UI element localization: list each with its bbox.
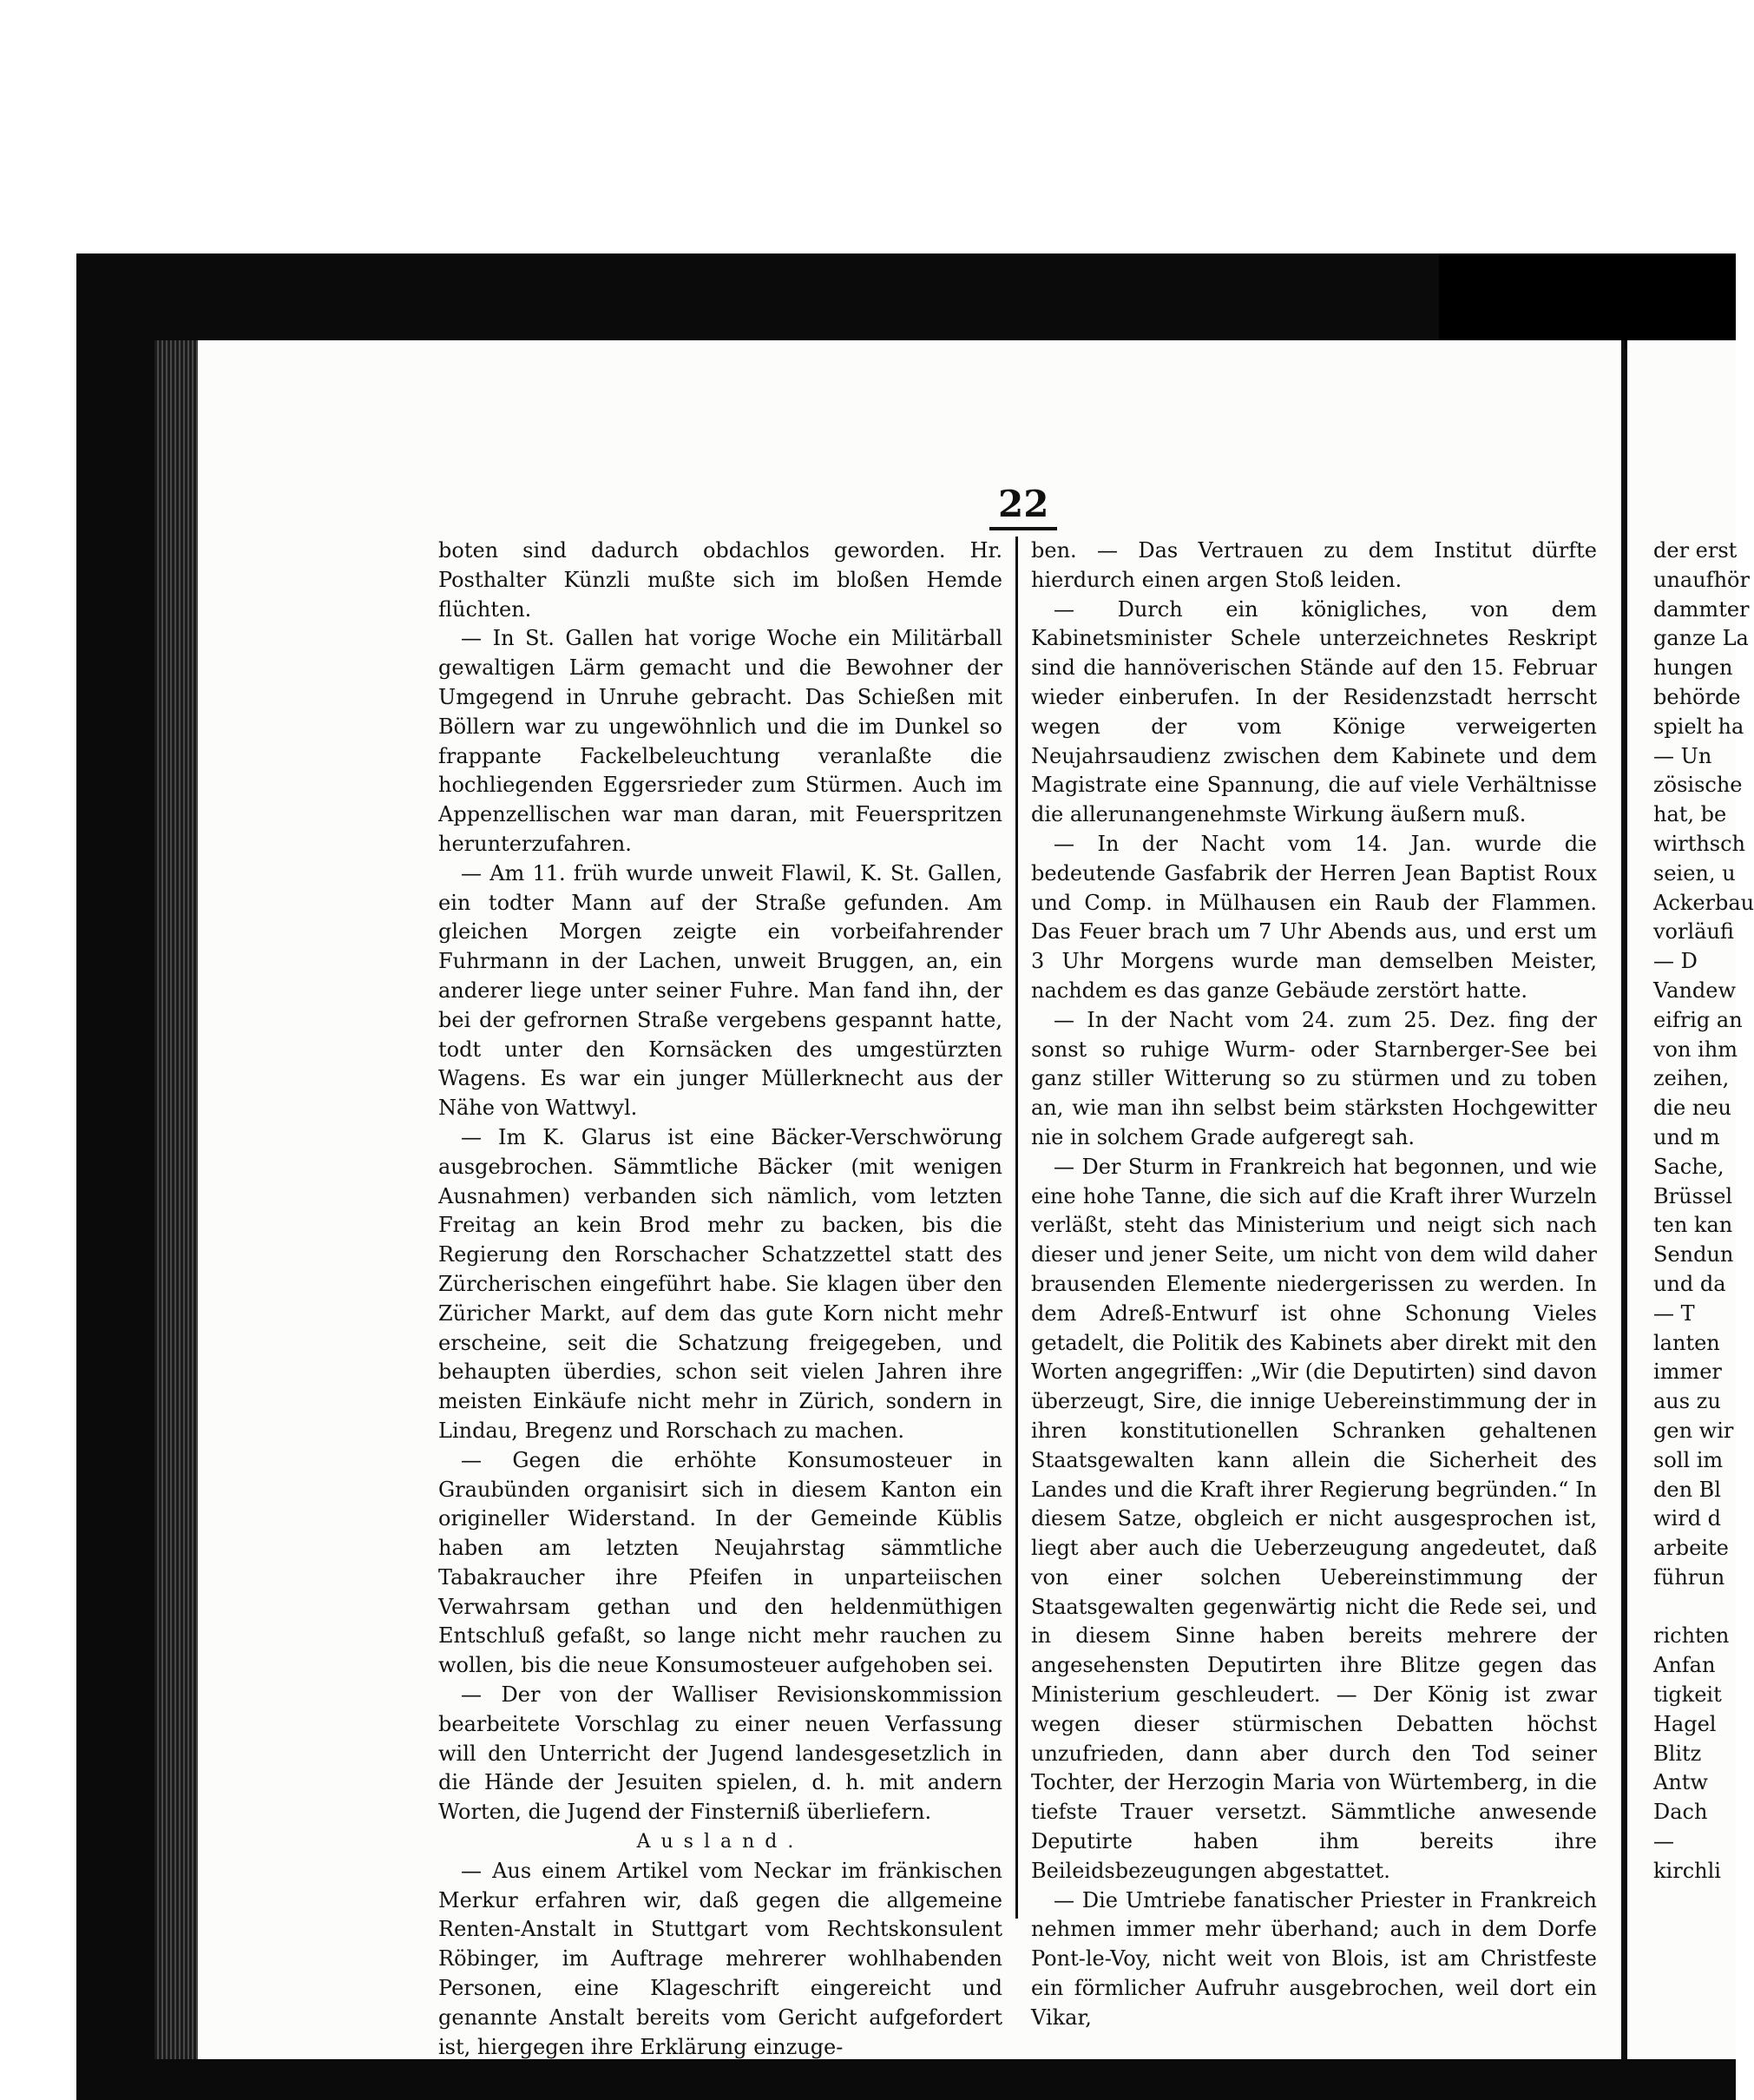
text-line-fragment: soll im	[1653, 1447, 1724, 1472]
paragraph: — Im K. Glarus ist eine Bäcker-Verschwörung ausgebrochen. Sämmtliche Bäcker (mit wenigen Ausnahmen) verbanden sich nämlich, vom letzten Freitag an kein Brod mehr zu backen, bis die Regierung den Rorschacher Schatzzettel statt des Zürcherischen eingeführt habe. Sie klagen über den Züricher Markt, auf dem das gute Korn nicht mehr erscheine, seit die Schatzung freigegeben, und behaupten überdies, schon seit vielen Jahren ihre meisten Einkäufe nicht mehr in Zürich, sondern in Lindau, Bregenz und Rorschach zu machen.	[438, 1124, 1002, 1443]
page-number: 22	[989, 483, 1057, 530]
text-line-fragment: der erst	[1653, 538, 1738, 563]
text-line-fragment: gen wir	[1653, 1418, 1734, 1443]
text-line-fragment: von ihm	[1653, 1037, 1738, 1062]
text-line-fragment: wird d	[1653, 1506, 1722, 1531]
paragraph: ben. — Das Vertrauen zu dem Institut dürfte hierdurch einen argen Stoß leiden.	[1031, 538, 1597, 592]
text-line-fragment: hungen	[1653, 655, 1733, 681]
text-line-fragment: dammter	[1653, 596, 1750, 622]
paragraph: — In St. Gallen hat vorige Woche ein Militärball gewaltigen Lärm gemacht und die Bewohner der Umgegend in Unruhe gebracht. Das Schießen mit Böllern war zu ungewöhnlich und die im Dunkel so frappante Fackelbeleuchtung veranlaßte die hochliegenden Eggersrieder zum Stürmen. Auch im Appenzellischen war man daran, mit Feuerspritzen herunterzufahren.	[438, 626, 1002, 856]
text-line-fragment: Sache,	[1653, 1154, 1724, 1179]
text-line-fragment: lanten	[1653, 1330, 1720, 1355]
text-line-fragment: wirthsch	[1653, 831, 1746, 856]
text-line-fragment: Anfan	[1653, 1653, 1716, 1678]
column-divider	[1015, 537, 1018, 1919]
text-line-fragment: Brüssel	[1653, 1183, 1733, 1208]
text-line-fragment: tigkeit	[1653, 1682, 1722, 1708]
text-line-fragment: aus zu	[1653, 1389, 1721, 1414]
text-line-fragment: führun	[1653, 1564, 1725, 1590]
text-line-fragment	[1653, 1593, 1736, 1623]
paragraph: — Am 11. früh wurde unweit Flawil, K. St. Gallen, ein todter Mann auf der Straße gefunden. Am gleichen Morgen zeigte ein vorbeifahrender Fuhrmann in der Lachen, unweit Bruggen, an, ein anderer liege unter seiner Fuhre. Man fand ihn, der bei der gefrornen Straße vergebens gespannt hatte, todt unter den Kornsäcken des umgestürzten Wagens. Es war ein junger Müllerknecht aus der Nähe von Wattwyl.	[438, 860, 1002, 1121]
text-column-left	[438, 537, 1002, 2062]
text-line-fragment: und m	[1653, 1124, 1720, 1149]
text-line-fragment: arbeite	[1653, 1536, 1729, 1561]
paragraph: boten sind dadurch obdachlos geworden. Hr. Posthalter Künzli mußte sich im bloßen Hemde flüchten.	[438, 538, 1002, 622]
text-line-fragment: die neu	[1653, 1096, 1731, 1121]
text-line-fragment: spielt ha	[1653, 714, 1744, 739]
paragraph: — In der Nacht vom 14. Jan. wurde die bedeutende Gasfabrik der Herren Jean Baptist Roux und Comp. in Mülhausen ein Raub der Flammen. Das Feuer brach um 7 Uhr Abends aus, und erst um 3 Uhr Morgens wurde man demselben Meister, nachdem es das ganze Gebäude zerstört hatte.	[1031, 831, 1597, 1003]
scan-dark-corner	[1439, 253, 1736, 349]
text-line-fragment: seien, u	[1653, 860, 1736, 885]
text-line-fragment: zeihen,	[1653, 1066, 1730, 1091]
text-line-fragment: hat, be	[1653, 802, 1727, 827]
text-line-fragment: den Bl	[1653, 1477, 1721, 1502]
text-line-fragment: und da	[1653, 1271, 1726, 1296]
paragraph: — Gegen die erhöhte Konsumosteuer in Graubünden organisirt sich in diesem Kanton ein origineller Widerstand. In der Gemeinde Küblis haben am letzten Neujahrstag sämmtliche Tabakraucher ihre Pfeifen in unparteiischen Verwahrsam gethan und den heldenmüthigen Entschluß gefaßt, so lange nicht mehr rauchen zu wollen, bis die neue Konsumosteuer aufgehoben sei.	[438, 1447, 1002, 1678]
paragraph: — Durch ein königliches, von dem Kabinetsminister Schele unterzeichnetes Reskript sind die hannöverischen Stände auf den 15. Februar wieder einberufen. In der Residenzstadt herrscht wegen der vom Könige verweigerten Neujahrsaudienz zwischen dem Kabinete und dem Magistrate eine Spannung, die auf viele Verhältnisse die allerunangenehmste Wirkung äußern muß.	[1031, 596, 1597, 827]
paragraph: — Der von der Walliser Revisionskommission bearbeitete Vorschlag zu einer neuen Verfassung will den Unterricht der Jugend landesgesetzlich in die Hände der Jesuiten spielen, d. h. mit andern Worten, die Jugend der Finsterniß überliefern.	[438, 1682, 1002, 1825]
text-line-fragment: —	[1653, 1829, 1674, 1854]
text-column-right-fragment	[1653, 537, 1754, 1886]
page-edges	[154, 340, 200, 2059]
text-line-fragment: — D	[1653, 949, 1698, 974]
text-line-fragment: ten kan	[1653, 1213, 1733, 1238]
paragraph: — Der Sturm in Frankreich hat begonnen, und wie eine hohe Tanne, die sich auf die Kraft ihrer Wurzeln verläßt, steht das Ministerium und neigt sich nach dieser und jener Seite, um nicht von dem wild daher brausenden Elemente niedergerissen zu werden. In dem Adreß-Entwurf ist ohne Schonung Vieles getadelt, die Politik des Kabinets aber direkt mit den Worten angegriffen: „Wir (die Deputirten) sind davon überzeugt, Sire, die innige Uebereinstimmung der in ihren konstitutionellen Schranken gehaltenen Staatsgewalten kann allein die Sicherheit des Landes und die Kraft ihrer Regierung begründen.“ In diesem Satze, obgleich er nicht ausgesprochen ist, liegt aber auch die Ueberzeugung angedeutet, daß von einer solchen Uebereinstimmung der Staatsgewalten gegenwärtig nicht die Rede sei, und in diesem Sinne haben bereits mehrere der angesehensten Deputirten ihre Blitze gegen das Ministerium geschleudert. — Der König ist zwar wegen dieser stürmischen Debatten höchst unzufrieden, dann aber durch den Tod seiner Tochter, der Herzogin Maria von Würtemberg, in die tiefste Trauer versetzt. Sämmtliche anwesende Deputirte haben ihm bereits ihre Beileidsbezeugungen abgestattet.	[1031, 1154, 1597, 1883]
text-line-fragment: vorläufi	[1653, 919, 1734, 945]
section-heading: Ausland.	[636, 1831, 805, 1853]
text-line-fragment: Antw	[1653, 1770, 1708, 1795]
text-line-fragment: ganze La	[1653, 626, 1749, 651]
paragraph: — In der Nacht vom 24. zum 25. Dez. fing der sonst so ruhige Wurm- oder Starnberger-See bei ganz stiller Witterung so zu stürmen und zu toben an, wie man ihn selbst beim stärksten Hochgewitter nie in solchem Grade aufgeregt sah.	[1031, 1007, 1597, 1149]
text-line-fragment: — T	[1653, 1300, 1695, 1326]
text-line-fragment: immer	[1653, 1359, 1722, 1385]
text-line-fragment: kirchli	[1653, 1858, 1721, 1883]
text-line-fragment: Hagel	[1653, 1711, 1717, 1736]
paragraph: — Aus einem Artikel vom Neckar im fränkischen Merkur erfahren wir, daß gegen die allgemeine Renten-Anstalt in Stuttgart vom Rechtskonsulent Röbinger, im Auftrage mehrerer wohlhabenden Personen, eine Klageschrift eingereicht und genannte Anstalt bereits vom Gericht aufgefordert ist, hiergegen ihre Erklärung einzuge-	[438, 1858, 1002, 2059]
text-line-fragment: — Un	[1653, 743, 1712, 768]
paragraph: — Die Umtriebe fanatischer Priester in Frankreich nehmen immer mehr überhand; auch in dem Dorfe Pont-le-Voy, nicht weit von Blois, ist am Christfeste ein förmlicher Aufruhr ausgebrochen, weil dort ein Vikar,	[1031, 1887, 1597, 2030]
text-line-fragment: Sendun	[1653, 1242, 1734, 1267]
text-column-middle	[1031, 537, 1597, 2033]
text-line-fragment: eifrig an	[1653, 1007, 1743, 1032]
text-line-fragment: Dach	[1653, 1800, 1708, 1825]
text-line-fragment: Blitz	[1653, 1741, 1702, 1766]
text-line-fragment: behörde	[1653, 684, 1741, 709]
text-line-fragment: richten	[1653, 1623, 1730, 1649]
text-line-fragment: zösische	[1653, 773, 1743, 798]
text-line-fragment: unaufhör	[1653, 567, 1750, 592]
text-line-fragment: Vandew	[1653, 978, 1737, 1003]
text-line-fragment: Ackerbau	[1653, 890, 1754, 915]
